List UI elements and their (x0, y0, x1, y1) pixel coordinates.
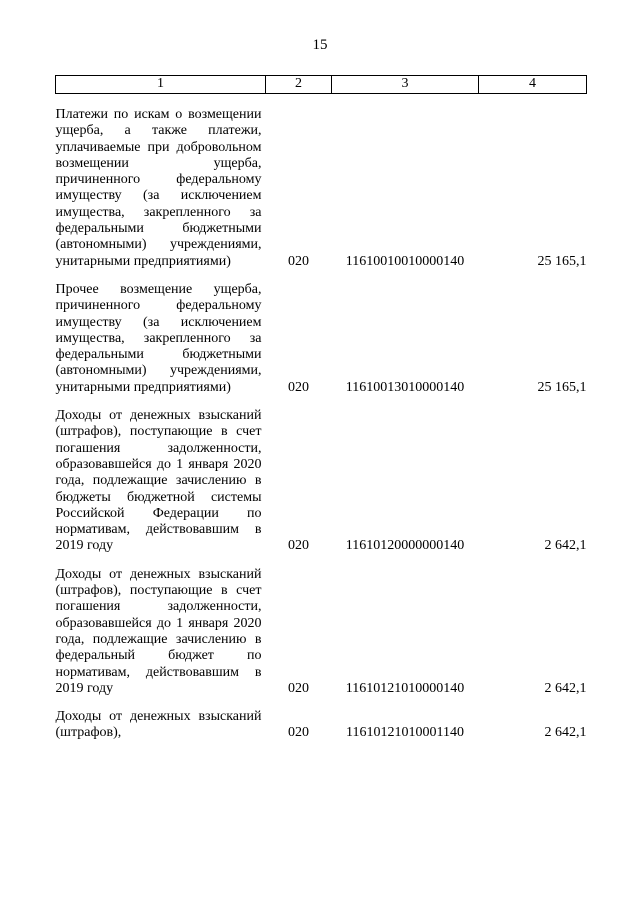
row-amount: 2 642,1 (544, 725, 587, 741)
row-budget-code: 11610121010001140 (346, 725, 464, 741)
row-name: Доходы от денежных взысканий (штрафов), (55, 709, 262, 741)
row-budget-code: 11610121010000140 (345, 680, 465, 696)
revenue-table (55, 75, 587, 742)
table-row (56, 396, 587, 555)
table-header-row (56, 76, 587, 94)
row-admin-code: 020 (288, 725, 309, 741)
row-budget-code: 11610013010000140 (345, 379, 465, 395)
column-header-2: 2 (266, 76, 332, 94)
row-budget-code: 11610120000000140 (345, 538, 465, 554)
column-header-3: 3 (332, 76, 479, 94)
table-row (56, 555, 587, 697)
row-amount: 25 165,1 (537, 379, 587, 395)
row-admin-code: 020 (288, 538, 309, 554)
row-budget-code: 11610010010000140 (345, 253, 465, 269)
column-header-1: 1 (56, 76, 266, 94)
page-number: 15 (312, 37, 328, 53)
row-amount: 25 165,1 (537, 253, 587, 269)
row-admin-code: 020 (288, 680, 309, 696)
row-name: Доходы от денежных взысканий (штрафов), поступающие в счет погашения задолженности, образовавшейся до 1 января 2020 года, подлежащие зачислению в бюджеты бюджетной системы Российской Федерации по нормативам, действовавшим в 2019 году (55, 408, 262, 554)
row-admin-code: 020 (288, 253, 309, 269)
row-admin-code: 020 (288, 379, 309, 395)
row-amount: 2 642,1 (544, 538, 587, 554)
table-row (56, 94, 587, 270)
row-name: Платежи по искам о возмещении ущерба, а также платежи, уплачиваемые при добровольном возмещении ущерба, причиненного федеральному имуществу (за исключением имущества, закрепленного за федеральными бюджетными (автономными) учреждениями, унитарными предприятиями) (55, 107, 262, 269)
column-header-4: 4 (479, 76, 587, 94)
row-name: Прочее возмещение ущерба, причиненного федеральному имуществу (за исключением имущества, закрепленного за федеральными бюджетными (автономными) учреждениями, унитарными предприятиями) (55, 281, 262, 395)
row-name: Доходы от денежных взысканий (штрафов), поступающие в счет погашения задолженности, образовавшейся до 1 января 2020 года, подлежащие зачислению в федеральный бюджет по нормативам, действовавшим в 2019 году (55, 566, 262, 696)
row-amount: 2 642,1 (544, 680, 587, 696)
table-row (56, 270, 587, 396)
table-row (56, 697, 587, 742)
